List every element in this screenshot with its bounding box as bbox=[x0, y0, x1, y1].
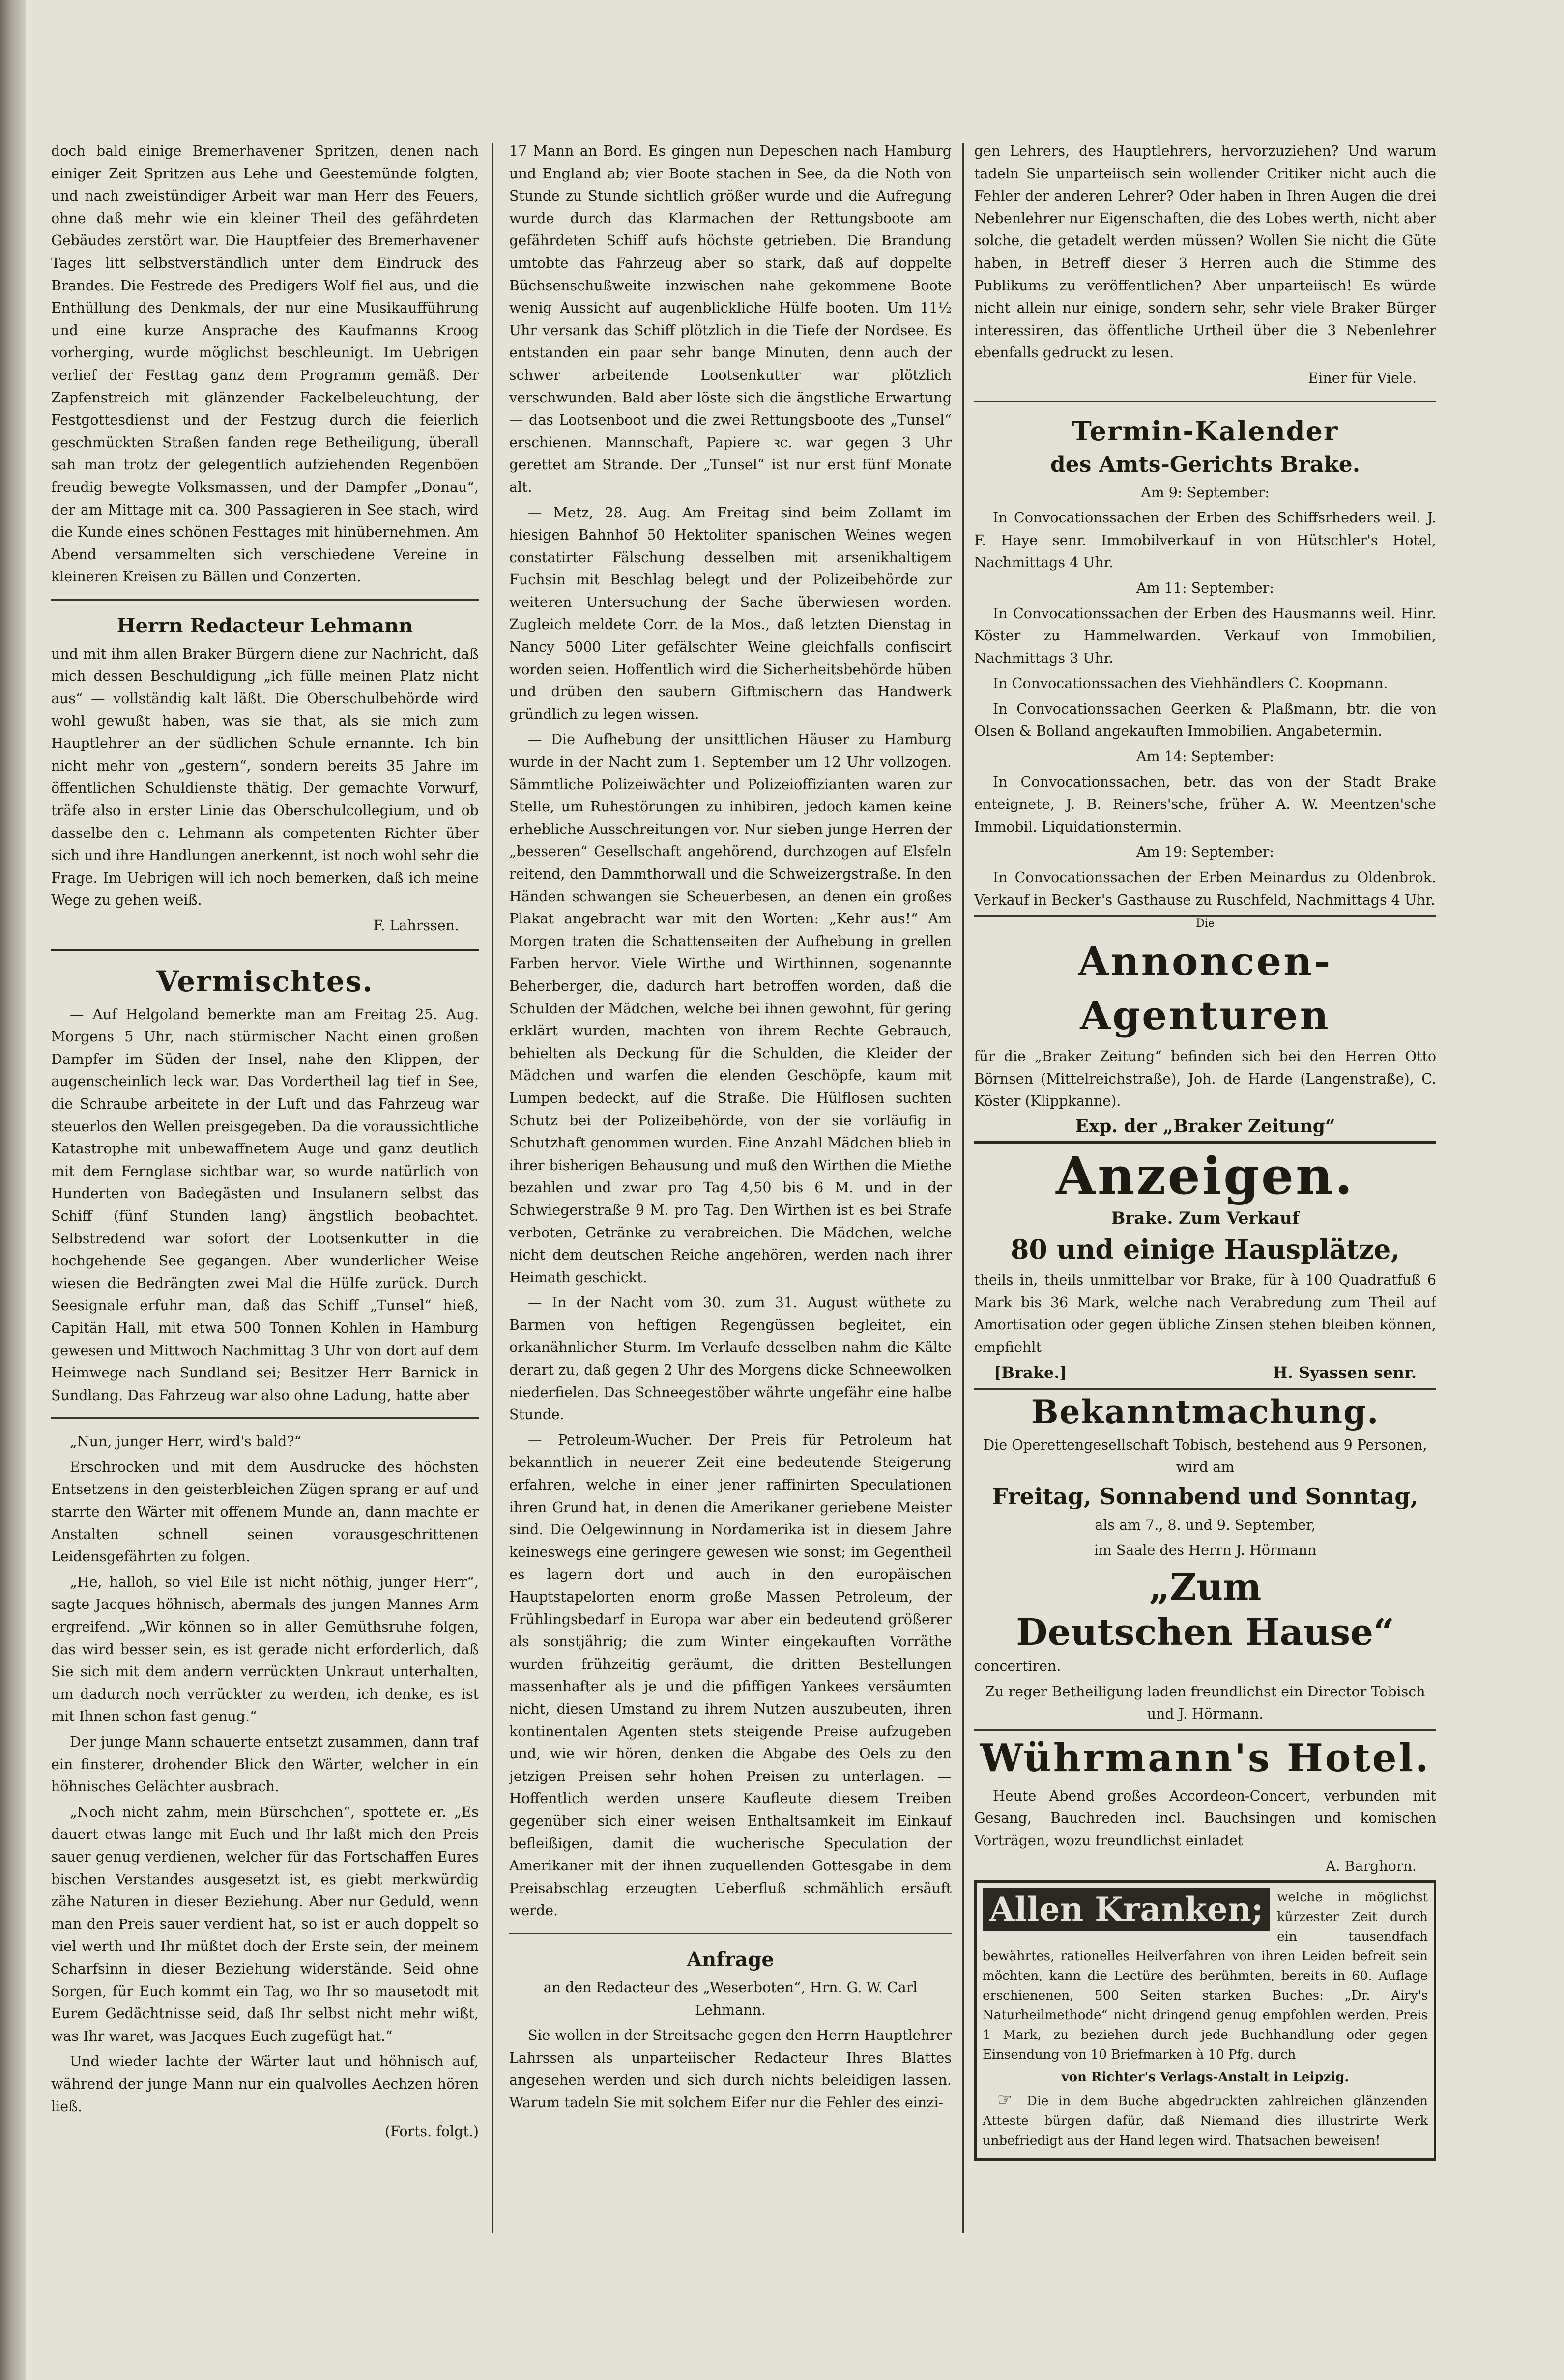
announcement-days: Freitag, Sonnabend und Sonntag, bbox=[992, 1483, 1419, 1510]
calendar-entry: In Convocationssachen Geerken & Plaßmann, btr. die von Olsen & Bolland angekauften Immobilien. Angabetermin. bbox=[974, 700, 1436, 740]
ad-sale-signature bbox=[974, 1362, 1436, 1383]
article-helgoland: — Auf Helgoland bemerkte man am Freitag 25. Aug. Morgens 5 Uhr, nach stürmischer Nacht einen großen Dampfer im Süden der Insel, nahe den Klippen, der augenscheinlich leck war. Das Vordertheil lag tief in See, die Schraube arbeitete in der Luft und das Fahrzeug war steuerlos den Wellen preisgegeben. Da die voraussichtliche Katastrophe mit unbewaffnetem Auge und ganz deutlich mit dem Fernglase sichtbar war, so wurde natürlich von Hunderten von Badegästen und Insulanern selbst das Schiff (fünf Stunden lang) ängstlich beobachtet. Selbstredend war sofort der Lootsenkutter in die hochgehende See gegangen. Aber wunderlicher Weise wiesen die Bedrängten zwei Mal die Hülfe zurück. Durch Seesignale erfuhr man, daß das Schiff „Tunsel“ hieß, Capitän Hall, mit etwa 500 Tonnen Kohlen in Hamburg gewesen und Mittwoch Nachmittag 3 Uhr von dort auf dem Heimwege nach Sundland sei; Besitzer Herr Barnick in Sundlang. Das Fahrzeug war also ohne Ladung, hatte aber bbox=[51, 1006, 479, 1404]
ad-sale-place: [Brake.] bbox=[994, 1363, 1067, 1382]
serial-paragraph: Und wieder lachte der Wärter laut und höhnisch auf, während der junge Mann nur ein qualvolles Aechzen hören ließ. bbox=[51, 2053, 479, 2115]
hotel-ad-text: Heute Abend großes Accordeon-Concert, verbunden mit Gesang, Bauchreden incl. Bauchsingen und komischen Vorträgen, wozu freundlichst einladet bbox=[974, 1787, 1436, 1849]
column-left bbox=[51, 140, 479, 2247]
calendar-date: Am 9: September: bbox=[1141, 484, 1270, 501]
ad-agencies-expedition: Exp. der „Braker Zeitung“ bbox=[1075, 1116, 1335, 1137]
section-heading-vermischtes: Vermischtes. bbox=[156, 964, 374, 998]
article-tunsel-end: 17 Mann an Bord. Es gingen nun Depeschen nach Hamburg und England ab; vier Boote stachen in See, da die Noth von Stunde zu Stunde sichtlich größer wurde und die Aufregung wurde durch das Klarmachen der Rettungsboote am gefährdeten Schiff aufs höchste getrieben. Die Brandung umtobte das Fahrzeug aber so stark, daß auf doppelte Büchsenschußweite inzwischen nahe gekommene Boote wenig Aussicht auf augenblickliche Hülfe booten. Um 11½ Uhr versank das Schiff plötzlich in die Tiefe der Nordsee. Es entstanden ein paar sehr bange Minuten, denn auch der schwer arbeitende Lootsenkutter war plötzlich verschwunden. Bald aber löste sich die ängstliche Erwartung — das Lootsenboot und die zwei Rettungsboote des „Tunsel“ erschienen. Mannschaft, Papiere ꝛc. war gegen 3 Uhr gerettet am Strande. Der „Tunsel“ ist nur erst fünf Monate alt. bbox=[509, 143, 952, 495]
article-hamburg: — Die Aufhebung der unsittlichen Häuser zu Hamburg wurde in der Nacht zum 1. September um 12 Uhr vollzogen. Sämmtliche Polizeiwächter und Polizeioffizianten waren zur Stelle, um Ruhestörungen zu inhibiren, jedoch kamen keine erhebliche Ausschreitungen vor. Nur sieben junge Herren der „besseren“ Gesellschaft angehörend, durchzogen auf Elsfeln reitend, den Dammthorwall und die Schweizergstraße. In den Händen schwangen sie Scheuerbesen, an denen ein großes Plakat angebracht war mit den Worten: „Kehr aus!“ Am Morgen traten die Schattenseiten der Aufhebung in grellen Farben hervor. Viele Wirthe und Wirthinnen, sogenannte Beherberger, die, dadurch hart betroffen worden, daß die Schulden der Mädchen, welche bei ihnen gewohnt, für gering erklärt wurden, machten von ihrem Rechte Gebrauch, behielten als Deckung für die Schulden, die Kleider der Mädchen und warfen die elenden Geschöpfe, kaum mit Lumpen bedeckt, auf die Straße. Die Hülflosen suchten Schutz bei der Polizeibehörde, von der sie vorläufig in Schutzhaft genommen wurden. Eine Anzahl Mädchen blieb in ihrer bisherigen Behausung und muß den Wirthen die Miethe bezahlen und zwar pro Tag 4,50 bis 6 M. und in der Schwiegerstraße 9 M. pro Tag. Den Wirthen ist es bei Strafe verboten, Getränke zu verabreichen. Die Mädchen, welche nicht dem deutschen Reiche angehören, werden nach ihrer Heimath geschickt. bbox=[509, 731, 952, 1286]
court-calendar-heading: Termin-Kalender bbox=[1072, 415, 1339, 447]
calendar-entry: In Convocationssachen der Erben Meinardus zu Oldenbrok. Verkauf in Becker's Gasthause zu Ruschfeld, Nachmittags 4 Uhr. bbox=[974, 869, 1436, 908]
divider bbox=[51, 599, 479, 601]
query-addressee: an den Redacteur des „Weserboten“, Hrn. G. W. Carl Lehmann. bbox=[543, 1979, 918, 2018]
article-petroleum: — Petroleum-Wucher. Der Preis für Petroleum hat bekanntlich in neuerer Zeit eine bedeutende Steigerung erfahren, welche in einer jener raffinirten Speculationen ihren Grund hat, in denen die Amerikaner geriebene Meister sind. Die Oelgewinnung in Nordamerika ist in diesem Jahre keineswegs eine geringere gewesen wie sonst; im Gegentheil es lagern dort und auch in den europäischen Hauptstapelorten enorm große Massen Petroleum, der Frühlingsbedarf in Europa war aber ein bedeutend größerer als sonstjährig; die zum Winter eingekauften Vorräthe wurden frühzeitig geräumt, die dritten Bestellungen massenhafter als je und die pfiffigen Yankees versäumten nicht, diesen Umstand zu ihrem Nutzen auszubeuten, ihren kontinentalen Agenten stets steigende Preise aufzugeben und, wie wir hören, denken die Abgabe des Oels zu den jetzigen Preisen sehr hohen Preisen zu unterlagen. — Hoffentlich werden unsere Kaufleute diesem Treiben gegenüber sich einer weisen Enthaltsamkeit im Einkauf befleißigen, damit die wucherische Speculation der Amerikaner mit der ihnen zuquellenden Gottesgabe in dem Preisabschlag erzeugten Ueberfluß schmählich ersäuft werde. bbox=[509, 1432, 952, 1919]
calendar-entry: In Convocationssachen, betr. das von der Stadt Brake enteignete, J. B. Reiners'sche, früher A. W. Meentzen'sche Immobil. Liquidationstermin. bbox=[974, 774, 1436, 835]
calendar-date: Am 19: September: bbox=[1136, 844, 1274, 860]
ad-agencies-text: für die „Braker Zeitung“ befinden sich bei den Herren Otto Börnsen (Mittelreichstraße), Joh. de Harde (Langenstraße), C. Köster (Klippkanne). bbox=[974, 1048, 1436, 1110]
calendar-entry: In Convocationssachen der Erben des Hausmanns weil. Hinr. Köster zu Hammelwarden. Verkauf von Immobilien, Nachmittags 3 Uhr. bbox=[974, 605, 1436, 666]
serial-paragraph: Der junge Mann schauerte entsetzt zusammen, dann traf ein finsterer, drohender Blick den Wärter, welcher in ein höhnisches Gelächter ausbrach. bbox=[51, 1734, 479, 1795]
serial-paragraph: Erschrocken und mit dem Ausdrucke des höchsten Entsetzens in den geisterbleichen Zügen sprang er auf und starrte den Wärter mit offenem Munde an, dann machte er Anstalten schnell seinen vorausgeschrittenen Leidensgefährten zu folgen. bbox=[51, 1459, 479, 1565]
serial-paragraph: „Nun, junger Herr, wird's bald?“ bbox=[70, 1434, 302, 1450]
ad-sale-advertiser: H. Syassen senr. bbox=[1273, 1363, 1417, 1382]
ad-agencies-heading: Annoncen-Agenturen bbox=[1078, 938, 1332, 1039]
book-ad-publisher: von Richter's Verlags-Anstalt in Leipzig. bbox=[1061, 2070, 1349, 2085]
announcement-venue: im Saale des Herrn J. Hörmann bbox=[1094, 1542, 1317, 1559]
calendar-entry: In Convocationssachen der Erben des Schiffsrheders weil. J. F. Haye senr. Immobilverkauf in von Hütschler's Hotel, Nachmittags 4 Uhr. bbox=[974, 510, 1436, 571]
letter-signature: F. Lahrssen. bbox=[373, 918, 459, 934]
letter-heading: Herrn Redacteur Lehmann bbox=[116, 614, 413, 637]
query-continued: gen Lehrers, des Hauptlehrers, hervorzuziehen? Und warum tadeln Sie unparteiisch sein wollender Critiker nicht auch die Fehler der anderen Lehrer? Oder haben in Ihren Augen die drei Nebenlehrer nur Eigenschaften, die des Lobes werth, nicht aber solche, die getadelt werden müssen? Wollen Sie nicht die Güte haben, in Betreff dieser 3 Herren auch die Stimme des Publikums zu veröffentlichen? Aber unparteiisch! Es würde nicht allein nur einige, sondern sehr, sehr viele Braker Bürger interessiren, das öffentliche Urtheil über die 3 Nebenlehrer ebenfalls gedruckt zu lesen. bbox=[974, 143, 1436, 361]
announcement-text: Die Operettengesellschaft Tobisch, bestehend aus 9 Personen, wird am bbox=[983, 1436, 1427, 1476]
column-right bbox=[974, 140, 1436, 2247]
pointing-hand-icon: ☞ bbox=[997, 2090, 1013, 2110]
announcement-invitation: Zu reger Betheiligung laden freundlichst ein Director Tobisch und J. Hörmann. bbox=[985, 1683, 1425, 1722]
divider bbox=[974, 1388, 1436, 1390]
ad-sale-text: theils in, theils unmittelbar vor Brake, für à 100 Quadratfuß 6 Mark bis 36 Mark, welche nach Verabredung zum Theil auf Amortisation oder gegen übliche Zinsen stehen bleiben können, empfiehlt bbox=[974, 1272, 1436, 1355]
announcement-venue-name-1: „Zum bbox=[1149, 1566, 1262, 1608]
calendar-date: Am 14: September: bbox=[1136, 748, 1274, 765]
calendar-date: Am 11: September: bbox=[1136, 579, 1274, 596]
serial-paragraph: „He, halloh, so viel Eile ist nicht nöthig, junger Herr“, sagte Jacques höhnisch, abermals des jungen Mannes Arm ergreifend. „Wir können so in aller Gemüthsruhe folgen, das wird besser sein, es ist gerade nicht erforderlich, daß Sie sich mit dem andern verrückten Unkraut unterhalten, um dadurch noch verrückter zu werden, ich denke, es ist mit Ihnen schon fast genug.“ bbox=[51, 1574, 479, 1725]
serial-continued-note: (Forts. folgt.) bbox=[384, 2123, 479, 2140]
book-ad-heading: Allen Kranken; bbox=[983, 1888, 1270, 1931]
divider bbox=[509, 1933, 952, 1934]
ad-sale-heading: 80 und einige Hausplätze, bbox=[1010, 1233, 1400, 1265]
book-ad-box bbox=[974, 1880, 1436, 2161]
announcement-concert: concertiren. bbox=[974, 1658, 1061, 1674]
court-calendar-subheading: des Amts-Gerichts Brake. bbox=[1050, 452, 1361, 477]
fire-report-end: doch bald einige Bremerhavener Spritzen, denen nach einiger Zeit Spritzen aus Lehe und Geestemünde folgten, und nach zweistündiger Arbeit war man Herr des Feuers, ohne daß mehr wie ein kleiner Theil des gefährdeten Gebäudes zerstört war. Die Hauptfeier des Bremerhavener Tages litt selbstverständlich unter dem Eindruck des Brandes. Die Festrede des Predigers Wolf fiel aus, und die Enthüllung des Denkmals, der nur eine Musikaufführung und eine kurze Ansprache des Kaufmanns Kroog vorherging, wurde möglichst beschleunigt. Im Uebrigen verlief der Festtag ganz dem Programm gemäß. Der Zapfenstreich mit glänzender Fackelbeleuchtung, der Festgottesdienst und der Festzug durch die feierlich geschmückten Straßen fanden rege Betheiligung, überall sah man trotz der gelegentlich aufziehenden Regenböen freudig bewegte Volksmassen, und der Dampfer „Donau“, der am Mittage mit ca. 300 Passagieren in See stach, wird die Kunde eines schönen Festtages mit hinübernehmen. Am Abend versammelten sich verschiedene Vereine in kleineren Kreisen zu Bällen und Conzerten. bbox=[51, 143, 479, 585]
divider bbox=[51, 949, 479, 951]
hotel-ad-signature: A. Barghorn. bbox=[1325, 1858, 1417, 1874]
query-signature: Einer für Viele. bbox=[1308, 370, 1417, 386]
divider bbox=[974, 1729, 1436, 1731]
ad-kicker: Die bbox=[1196, 918, 1215, 930]
announcement-heading: Bekanntmachung. bbox=[1031, 1392, 1380, 1431]
divider bbox=[974, 1141, 1436, 1144]
query-heading: Anfrage bbox=[687, 1948, 774, 1971]
book-ad-tail-text: Die in dem Buche abgedruckten zahlreichen glänzenden Atteste bürgen dafür, daß Niemand dies illustrirte Werk unbefriedigt aus der Hand legen wird. Thatsachen beweisen! bbox=[983, 2094, 1428, 2149]
article-barmen: — In der Nacht vom 30. zum 31. August wüthete zu Barmen von heftigen Regengüssen begleitet, ein orkanähnlicher Sturm. Im Verlaufe desselben nahm die Kälte derart zu, daß gegen 2 Uhr des Morgens dicke Schneewolken niederfielen. Das Schneegestöber währte ungefähr eine halbe Stunde. bbox=[509, 1294, 952, 1423]
divider bbox=[974, 401, 1436, 402]
hotel-ad-heading: Wührmann's Hotel. bbox=[980, 1735, 1431, 1780]
letter-body: und mit ihm allen Braker Bürgern diene zur Nachricht, daß mich dessen Beschuldigung „ich fülle meinen Platz nicht aus“ — vollständig kalt läßt. Die Oberschulbehörde wird wohl gewußt haben, was sie that, als sie mich zum Hauptlehrer an der südlichen Schule ernannte. Ich bin nicht mehr von „gestern“, sondern bereits 35 Jahre im öffentlichen Schuldienste thätig. Der gemachte Vorwurf, träfe also in erster Linie das Oberschulcollegium, und ob dasselbe den c. Lehmann als competenten Richter über sich und ihre Handlungen anerkennt, ist noch wohl sehr die Frage. Im Uebrigen will ich noch bemerken, daß ich meine Wege zu gehen weiß. bbox=[51, 645, 479, 909]
announcement-dates: als am 7., 8. und 9. September, bbox=[1095, 1517, 1316, 1533]
query-body: Sie wollen in der Streitsache gegen den Herrn Hauptlehrer Lahrssen als unparteiischer Redacteur Ihres Blattes angesehen werden und sich durch nichts beleidigen lassen. Warum tadeln Sie mit solchem Eifer nur die Fehler des einzi- bbox=[509, 2027, 952, 2111]
book-ad-tail bbox=[983, 2090, 1428, 2151]
book-binding-edge bbox=[0, 0, 26, 2380]
column-rule-1 bbox=[492, 143, 493, 2233]
divider bbox=[51, 1417, 479, 1419]
article-metz: — Metz, 28. Aug. Am Freitag sind beim Zollamt im hiesigen Bahnhof 50 Hektoliter spanischen Weines wegen constatirter Fälschung desselben mit arsenikhaltigem Fuchsin mit Beschlag belegt und der Polizeibehörde zur weiteren Untersuchung der Sache überwiesen worden. Zugleich meldete Corr. de la Mos., daß letzten Dienstag in Nancy 5000 Liter gefälschter Weine gleichfalls confiscirt worden seien. Hoffentlich wird die Sicherheitsbehörde hüben und drüben den saubern Giftmischern das Handwerk gründlich zu legen wissen. bbox=[509, 504, 952, 722]
column-rule-2 bbox=[962, 143, 964, 2233]
book-ad-text: welche in möglichst kürzester Zeit durch ein tausendfach bewährtes, rationelles Heilverfahren von ihren Leiden befreit sein möchten, kann die Lectüre des berühmten, bereits in 60. Auflage erschienenen, 500 Seiten starken Buches: „Dr. Airy's Naturheilmethode“ nicht dringend genug empfohlen werden. Preis 1 Mark, zu beziehen durch jede Buchhandlung oder gegen Einsendung von 10 Briefmarken à 10 Pfg. durch bbox=[983, 1890, 1428, 2063]
serial-paragraph: „Noch nicht zahm, mein Bürschchen“, spottete er. „Es dauert etwas lange mit Euch und Ihr laßt mich den Preis sauer genug verdienen, welcher für das Fortschaffen Eures bischen Verstandes ausgesetzt ist, es giebt merkwürdig zähe Naturen in dieser Beziehung. Aber nur Geduld, wenn man den Preis sauer verdient hat, so ist er auch doppelt so viel werth und Ihr müßtet doch der Erste sein, der meinem Scharfsinn in dieser Beziehung widerstände. Seid ohne Sorgen, für Euch kommt ein Tag, wo Ihr so mausetodt mit Eurem Gedächtnisse seid, daß Ihr selbst nicht mehr wißt, was Ihr waret, was Jacques Euch zugefügt hat.“ bbox=[51, 1804, 479, 2044]
column-middle bbox=[509, 140, 952, 2247]
announcement-venue-name-2: Deutschen Hause“ bbox=[1016, 1611, 1394, 1654]
ads-heading: Anzeigen. bbox=[1056, 1145, 1355, 1206]
ad-sale-kicker: Brake. Zum Verkauf bbox=[1111, 1208, 1300, 1228]
calendar-entry: In Convocationssachen des Viehhändlers C. Koopmann. bbox=[993, 675, 1388, 692]
